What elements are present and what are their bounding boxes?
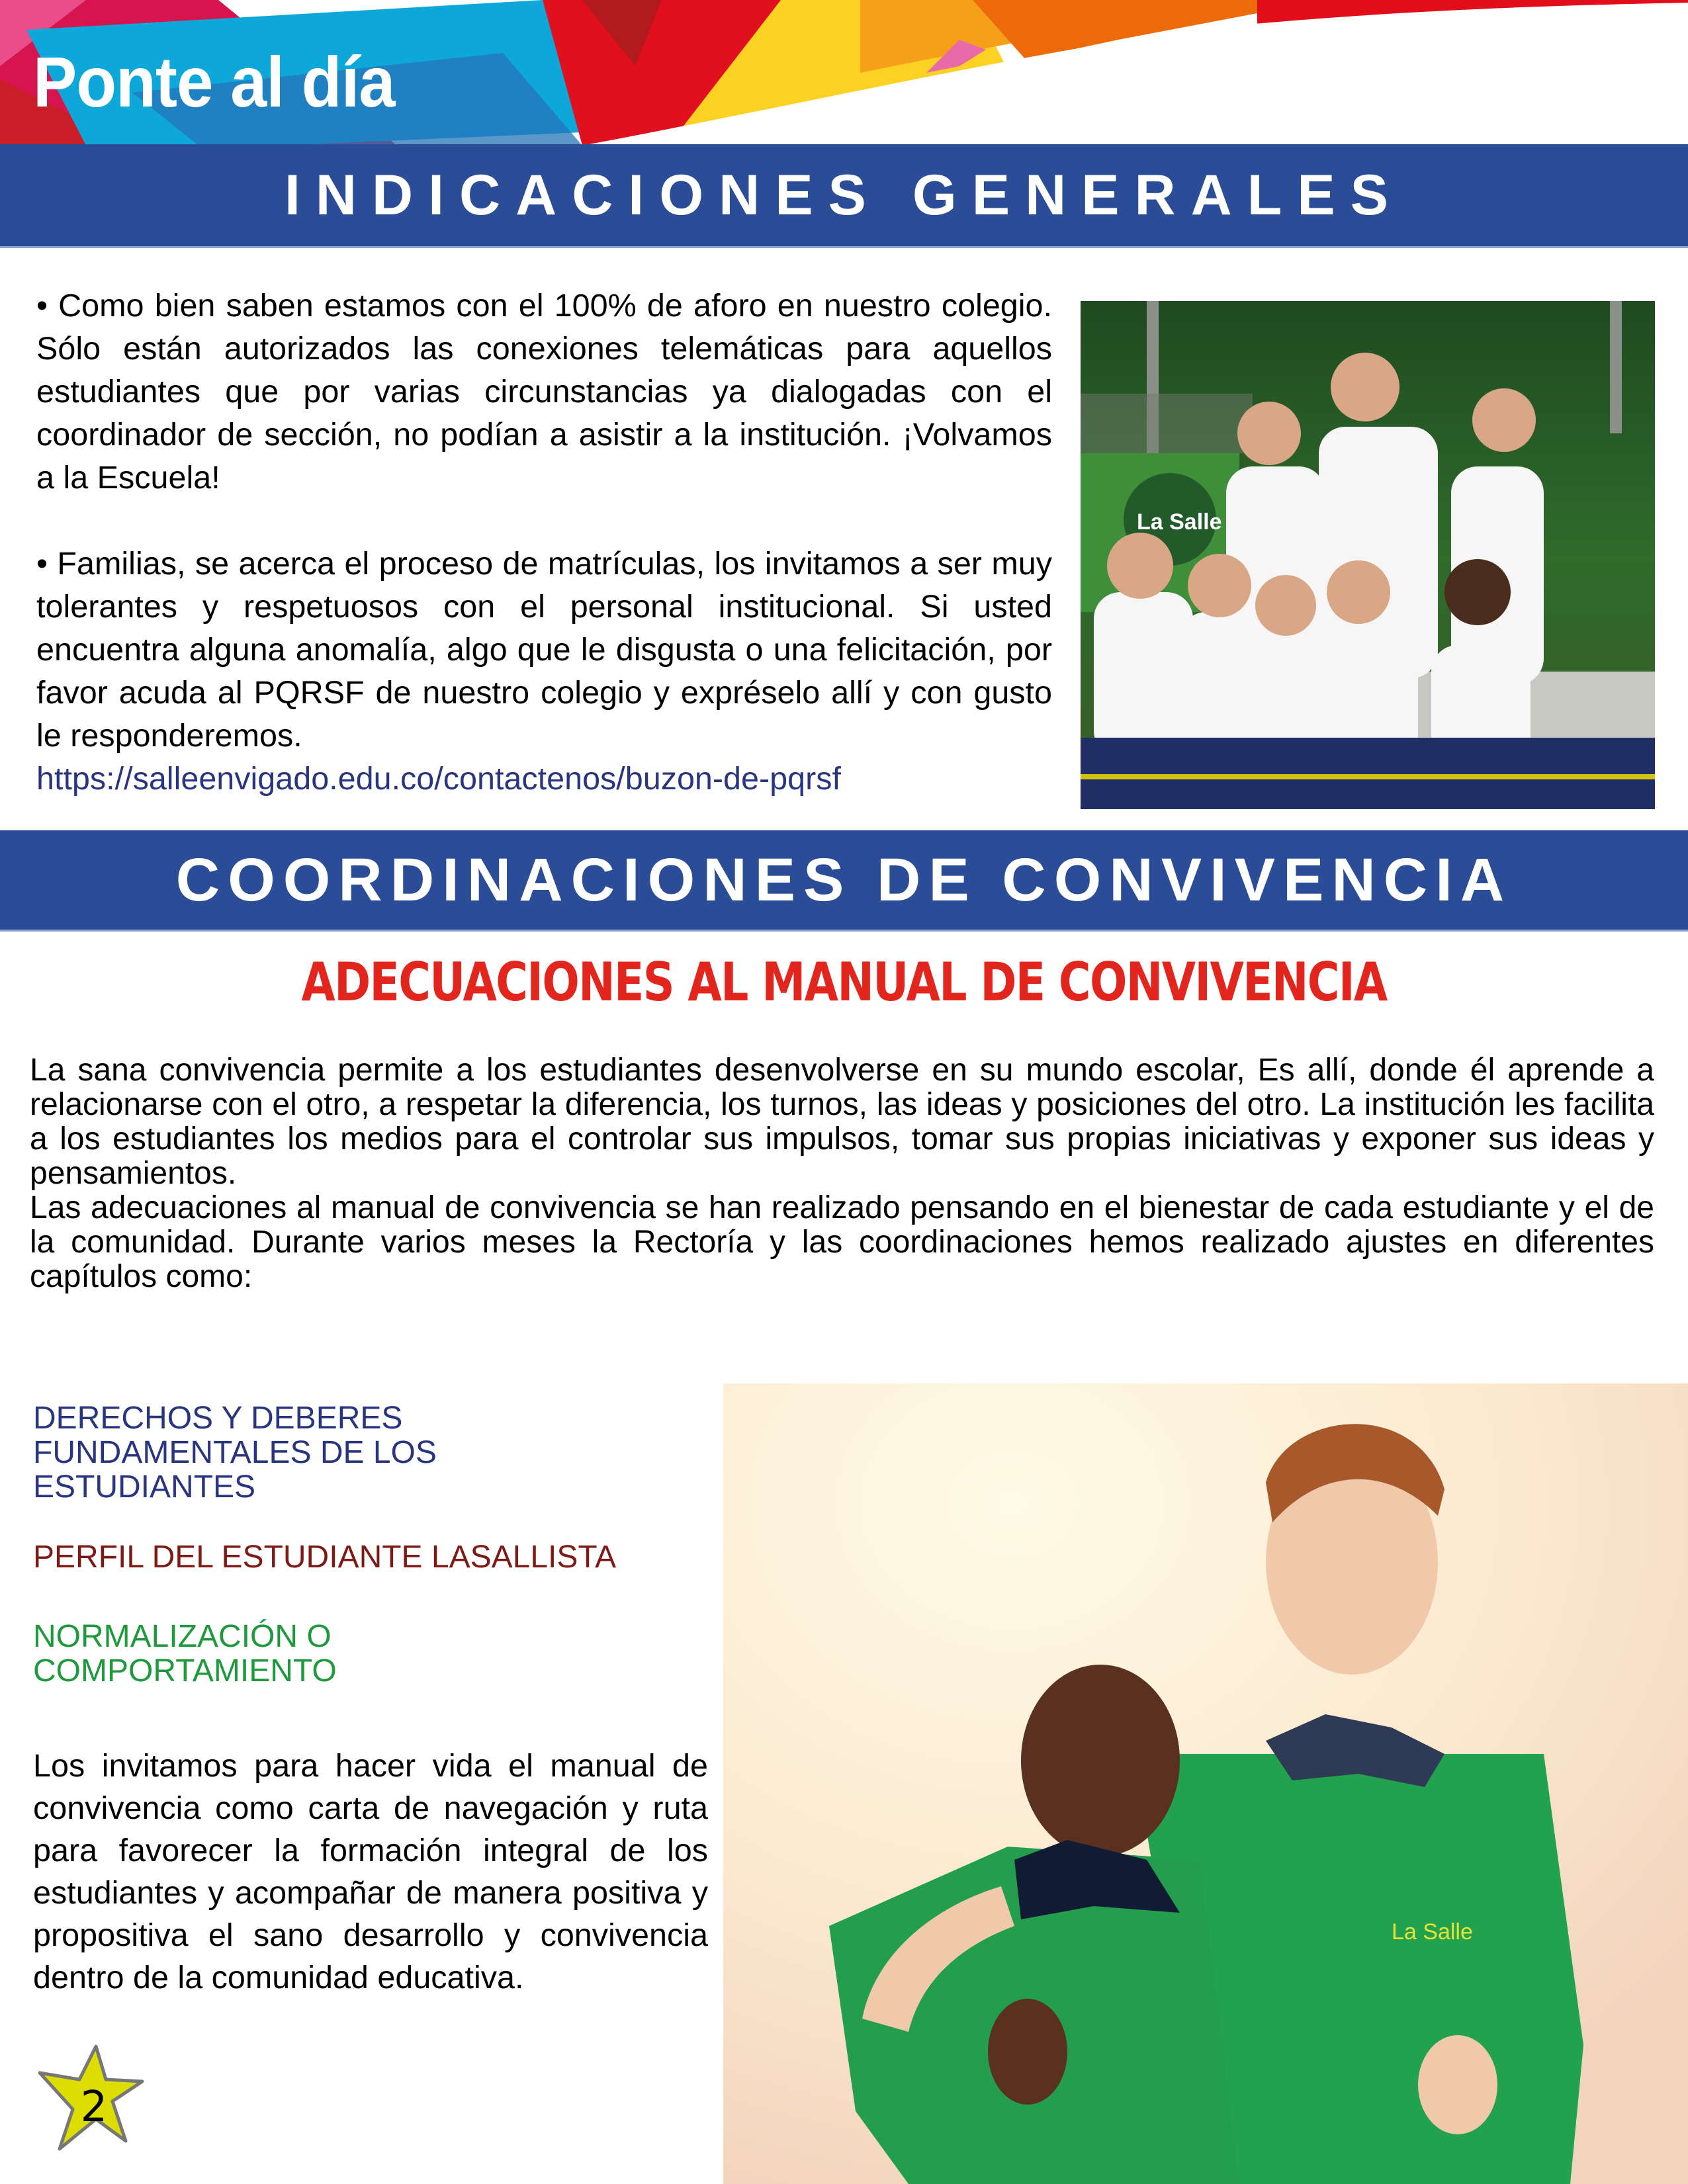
page-number-badge xyxy=(33,2043,146,2152)
la-salle-banner-logo: La Salle xyxy=(1137,509,1222,535)
general-notes xyxy=(36,284,1052,801)
chapter-normalization: NORMALIZACIÓN O COMPORTAMIENTO xyxy=(33,1619,337,1688)
students-group-photo xyxy=(1081,301,1655,809)
page-number: 2 xyxy=(80,2083,108,2132)
section-heading: INDICACIONES GENERALES xyxy=(284,163,1404,227)
chapter-rights-duties: DERECHOS Y DEBERES FUNDAMENTALES DE LOS ESTUDIANTES xyxy=(33,1401,437,1505)
convivencia-intro xyxy=(30,1053,1654,1294)
bullet-enrollment: • Familias, se acerca el proceso de matrículas, los invitamos a ser muy tolerantes y respetuosos con el personal institucional. Si usted encuentra alguna anomalía, algo que le disgusta o una felicitación, por favor acuda al PQRSF de nuestro colegio y expréselo allí y con gusto le responderemos. xyxy=(36,546,1052,754)
la-salle-shirt-logo: La Salle xyxy=(1392,1919,1473,1944)
intro-paragraph-1: La sana convivencia permite a los estudiantes desenvolverse en su mundo escolar, Es allí, donde él aprende a relacionarse con el otro, a respetar la diferencia, los turnos, las ideas y posiciones del otro. La institución les facilita a los estudiantes los medios para el controlar sus impulsos, tomar sus propias iniciativas y exponer sus ideas y pensamientos. xyxy=(30,1053,1654,1191)
section-subtitle: ADECUACIONES AL MANUAL DE CONVIVENCIA xyxy=(301,951,1387,1013)
chapter-student-profile: PERFIL DEL ESTUDIANTE LASALLISTA xyxy=(33,1540,617,1575)
bullet-attendance: • Como bien saben estamos con el 100% de aforo en nuestro colegio. Sólo están autorizados las conexiones telemáticas para aquellos estudiantes que por varias circunstancias ya dialogadas con el coordinador de sección, no podían a asistir a la institución. ¡Volvamos a la Escuela! xyxy=(36,288,1052,496)
closing-paragraph: Los invitamos para hacer vida el manual de convivencia como carta de navegación y ruta para favorecer la formación integral de los estudiantes y acompañar de manera positiva y propositiva el sano desarrollo y convivencia dentro de la comunidad educativa. xyxy=(33,1748,708,1995)
section-heading: COORDINACIONES DE CONVIVENCIA xyxy=(175,846,1513,914)
pqrsf-link[interactable]: https://salleenvigado.edu.co/contactenos/buzon-de-pqrsf xyxy=(36,761,841,797)
two-students-photo xyxy=(723,1383,1688,2184)
section-banner-general xyxy=(0,144,1688,248)
star-icon xyxy=(33,2043,146,2152)
section-banner-convivencia xyxy=(0,830,1688,932)
intro-paragraph-2: Las adecuaciones al manual de convivencia se han realizado pensando en el bienestar de cada estudiante y el de la comunidad. Durante varios meses la Rectoría y las coordinaciones hemos realizado ajustes en diferentes capítulos como: xyxy=(30,1190,1654,1294)
page-title: Ponte al día xyxy=(33,42,395,122)
